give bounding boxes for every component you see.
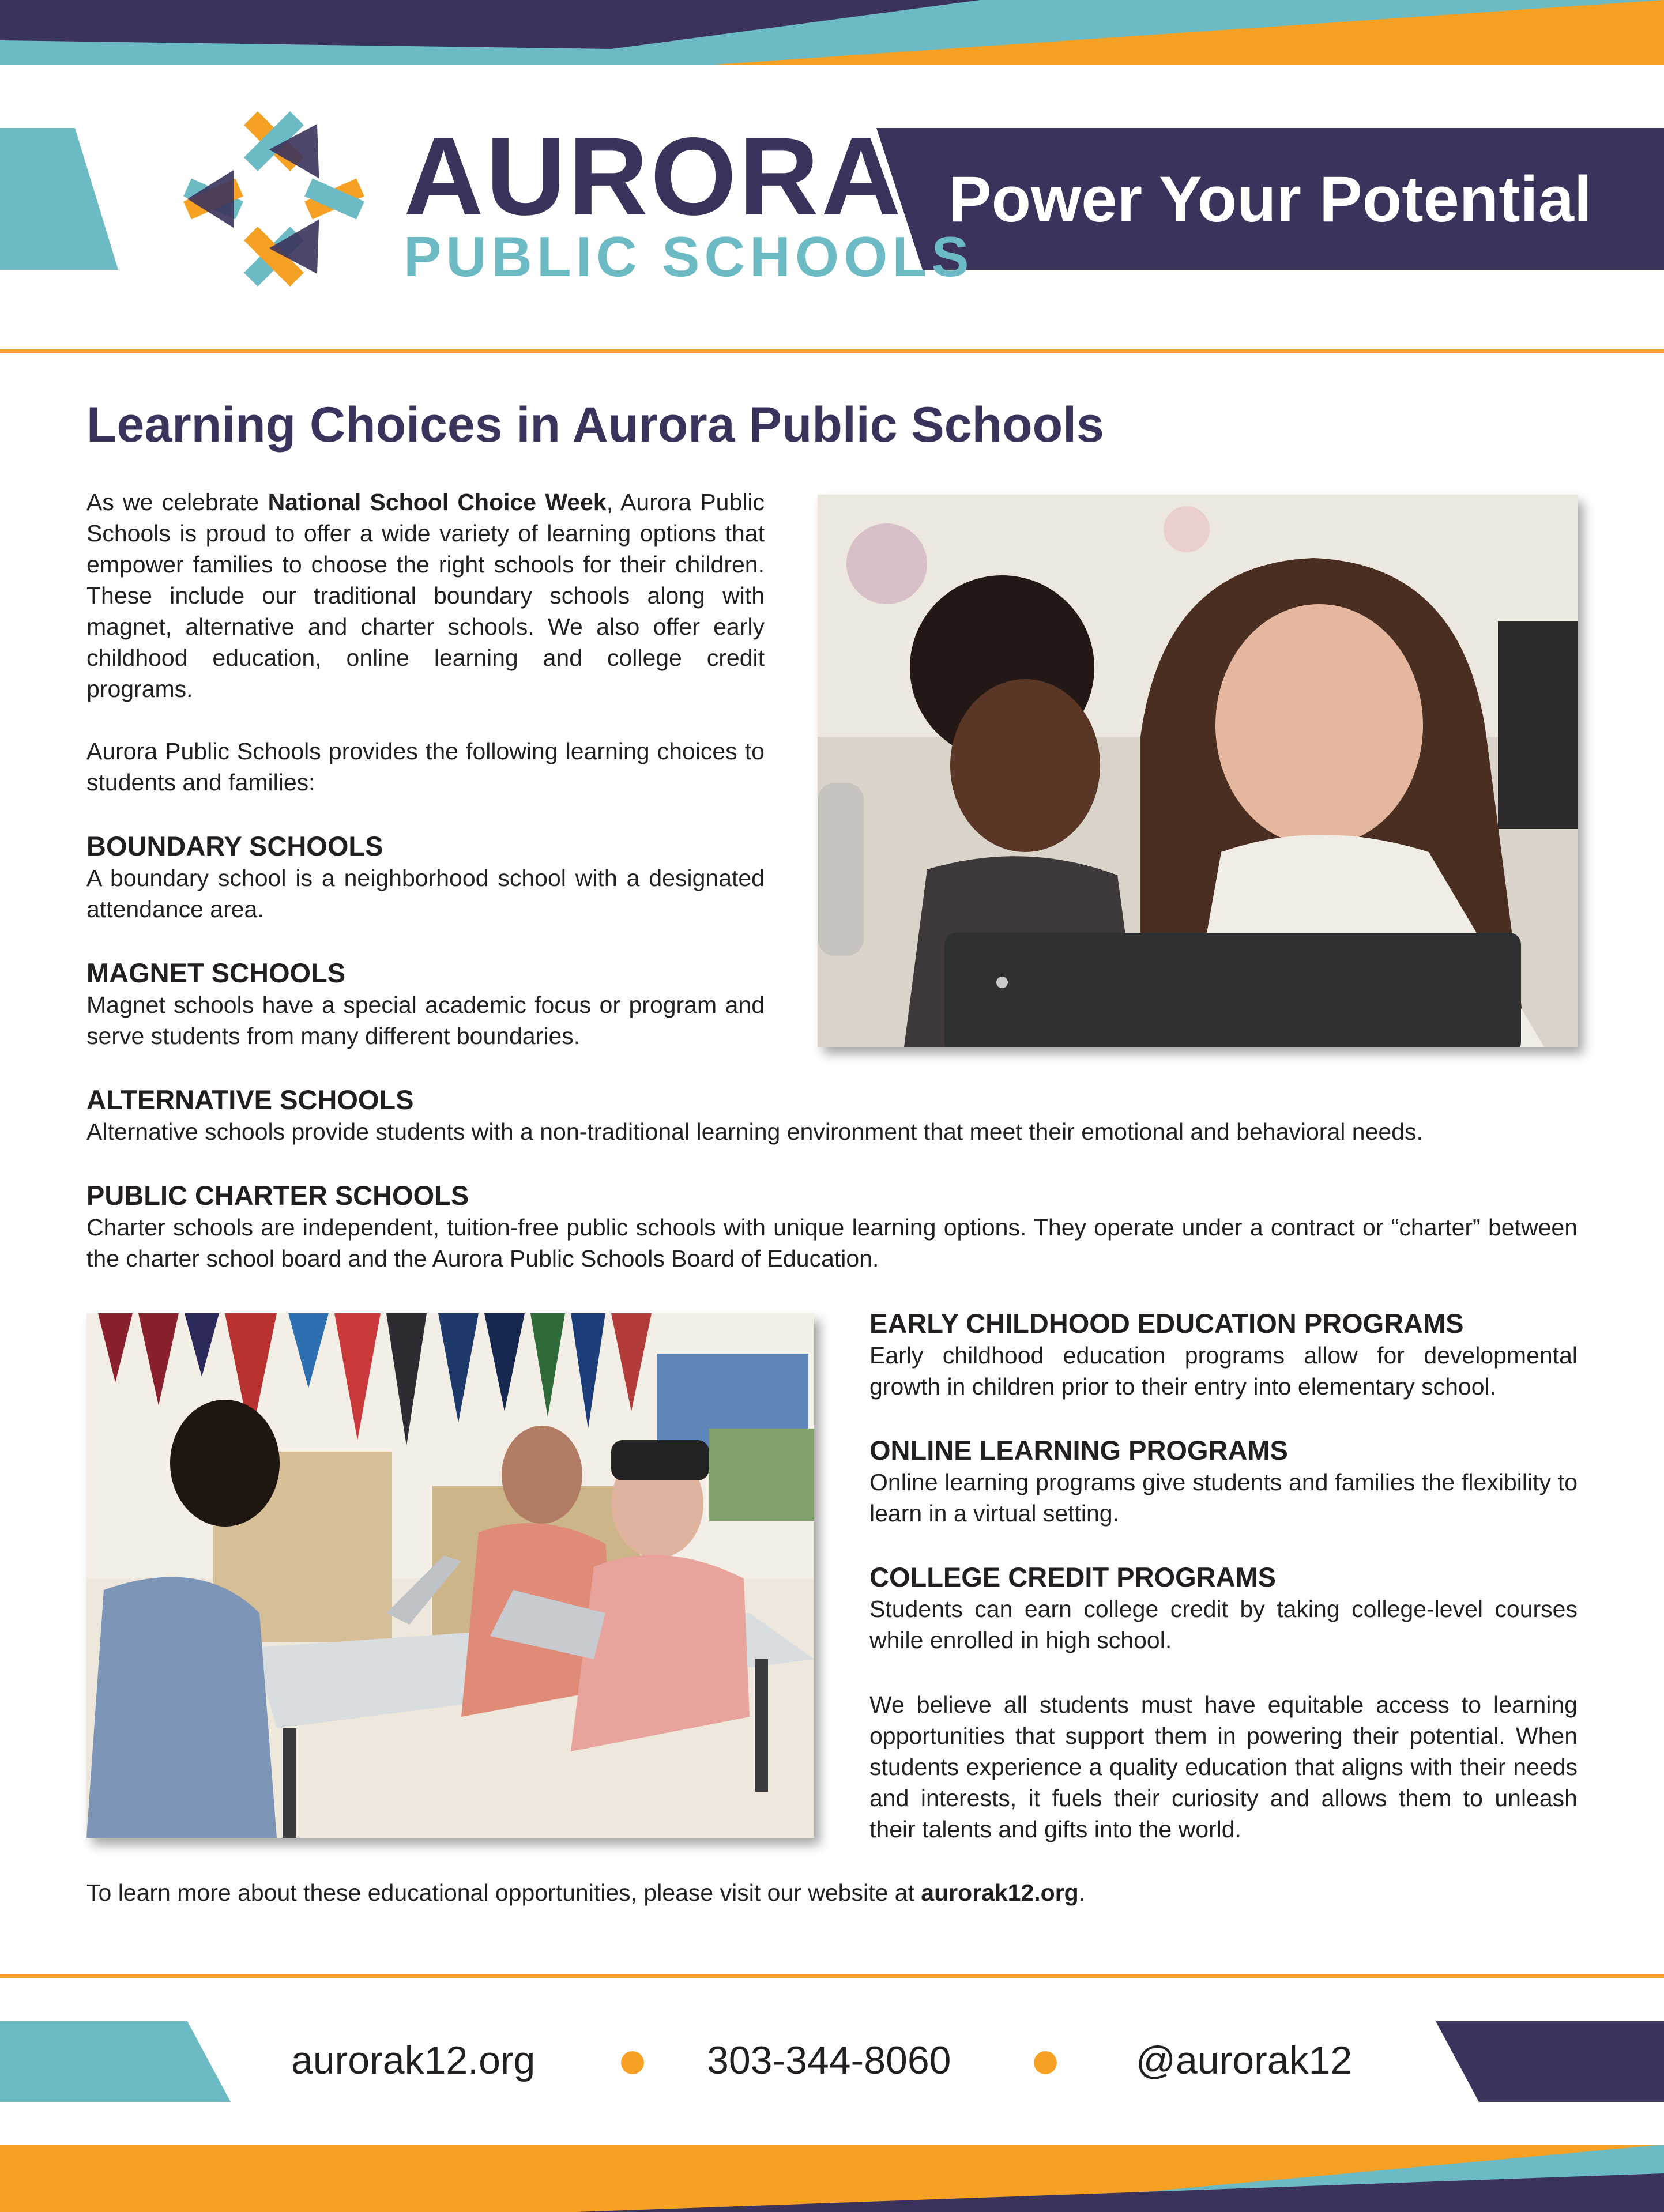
section-body: Online learning programs give students and families the flexibility to learn in a virtual setting. [869,1469,1578,1527]
section-online [869,1434,1578,1529]
section-college [869,1561,1578,1656]
section-body: Charter schools are independent, tuition-free public schools with unique learning options. They operate under a contract or “charter” between the charter school board and the Aurora Public Schools Board of Education. [86,1214,1578,1272]
bullet-dot-icon [1034,2051,1057,2074]
section-body: A boundary school is a neighborhood school with a designated attendance area. [86,865,765,922]
page-title: Learning Choices in Aurora Public Schools [86,397,1104,453]
intro-paragraph-2: Aurora Public Schools provides the following learning choices to students and families: [86,738,765,796]
section-heading: BOUNDARY SCHOOLS [86,831,383,861]
learn-more-text: To learn more about these educational opportunities, please visit our website at [86,1879,921,1906]
aurora-star-logo-icon [176,104,372,294]
intro-text: As we celebrate [86,489,268,515]
section-boundary [86,830,765,925]
section-body: Magnet schools have a special academic focus or program and serve students from many different boundaries. [86,992,765,1049]
section-body: Alternative schools provide students with a non-traditional learning environment that meet their emotional and behavioral needs. [86,1118,1423,1145]
bullet-dot-icon [621,2051,644,2074]
learn-more-line [86,1877,1578,1908]
photo-teacher-and-student [818,495,1578,1047]
section-charter [86,1180,1578,1274]
section-heading: COLLEGE CREDIT PROGRAMS [869,1562,1277,1592]
section-heading: PUBLIC CHARTER SCHOOLS [86,1180,469,1211]
section-body: Early childhood education programs allow for developmental growth in children prior to their entry into elementary school. [869,1342,1578,1400]
intro-bold-text: National School Choice Week [268,489,607,515]
section-heading: EARLY CHILDHOOD EDUCATION PROGRAMS [869,1308,1464,1339]
tagline: Power Your Potential [948,163,1593,235]
section-magnet [86,957,765,1052]
logo-wordmark-public-schools: PUBLIC SCHOOLS [404,225,974,288]
section-heading: ALTERNATIVE SCHOOLS [86,1084,414,1115]
section-heading: ONLINE LEARNING PROGRAMS [869,1435,1288,1465]
intro-text-continued: , Aurora Public Schools is proud to offer a wide variety of learning options that empower families to choose the right schools for their children. These include our traditional boundary schools along with magnet, alternative and charter schools. We also offer early childhood education, online learning and college credit programs. [86,489,765,702]
logo-wordmark-aurora: AURORA [404,114,903,238]
footer-social-handle[interactable]: @aurorak12 [1136,2038,1353,2082]
closing-paragraph: We believe all students must have equitable access to learning opportunities that support them in powering their potential. When students experience a quality education that aligns with their needs and interests, it fuels their curiosity and allows them to unleash their talents and gifts into the world. [869,1691,1578,1842]
footer-website[interactable]: aurorak12.org [291,2038,536,2082]
section-heading: MAGNET SCHOOLS [86,958,346,988]
photo-students-at-table [86,1313,814,1838]
learn-more-period: . [1078,1879,1086,1906]
section-body: Students can earn college credit by taking college-level courses while enrolled in high school. [869,1596,1578,1653]
section-alternative [86,1084,1578,1147]
section-early-childhood [869,1307,1578,1402]
footer-phone[interactable]: 303-344-8060 [707,2038,951,2082]
intro-paragraph [86,487,765,704]
website-link[interactable]: aurorak12.org [921,1879,1079,1906]
